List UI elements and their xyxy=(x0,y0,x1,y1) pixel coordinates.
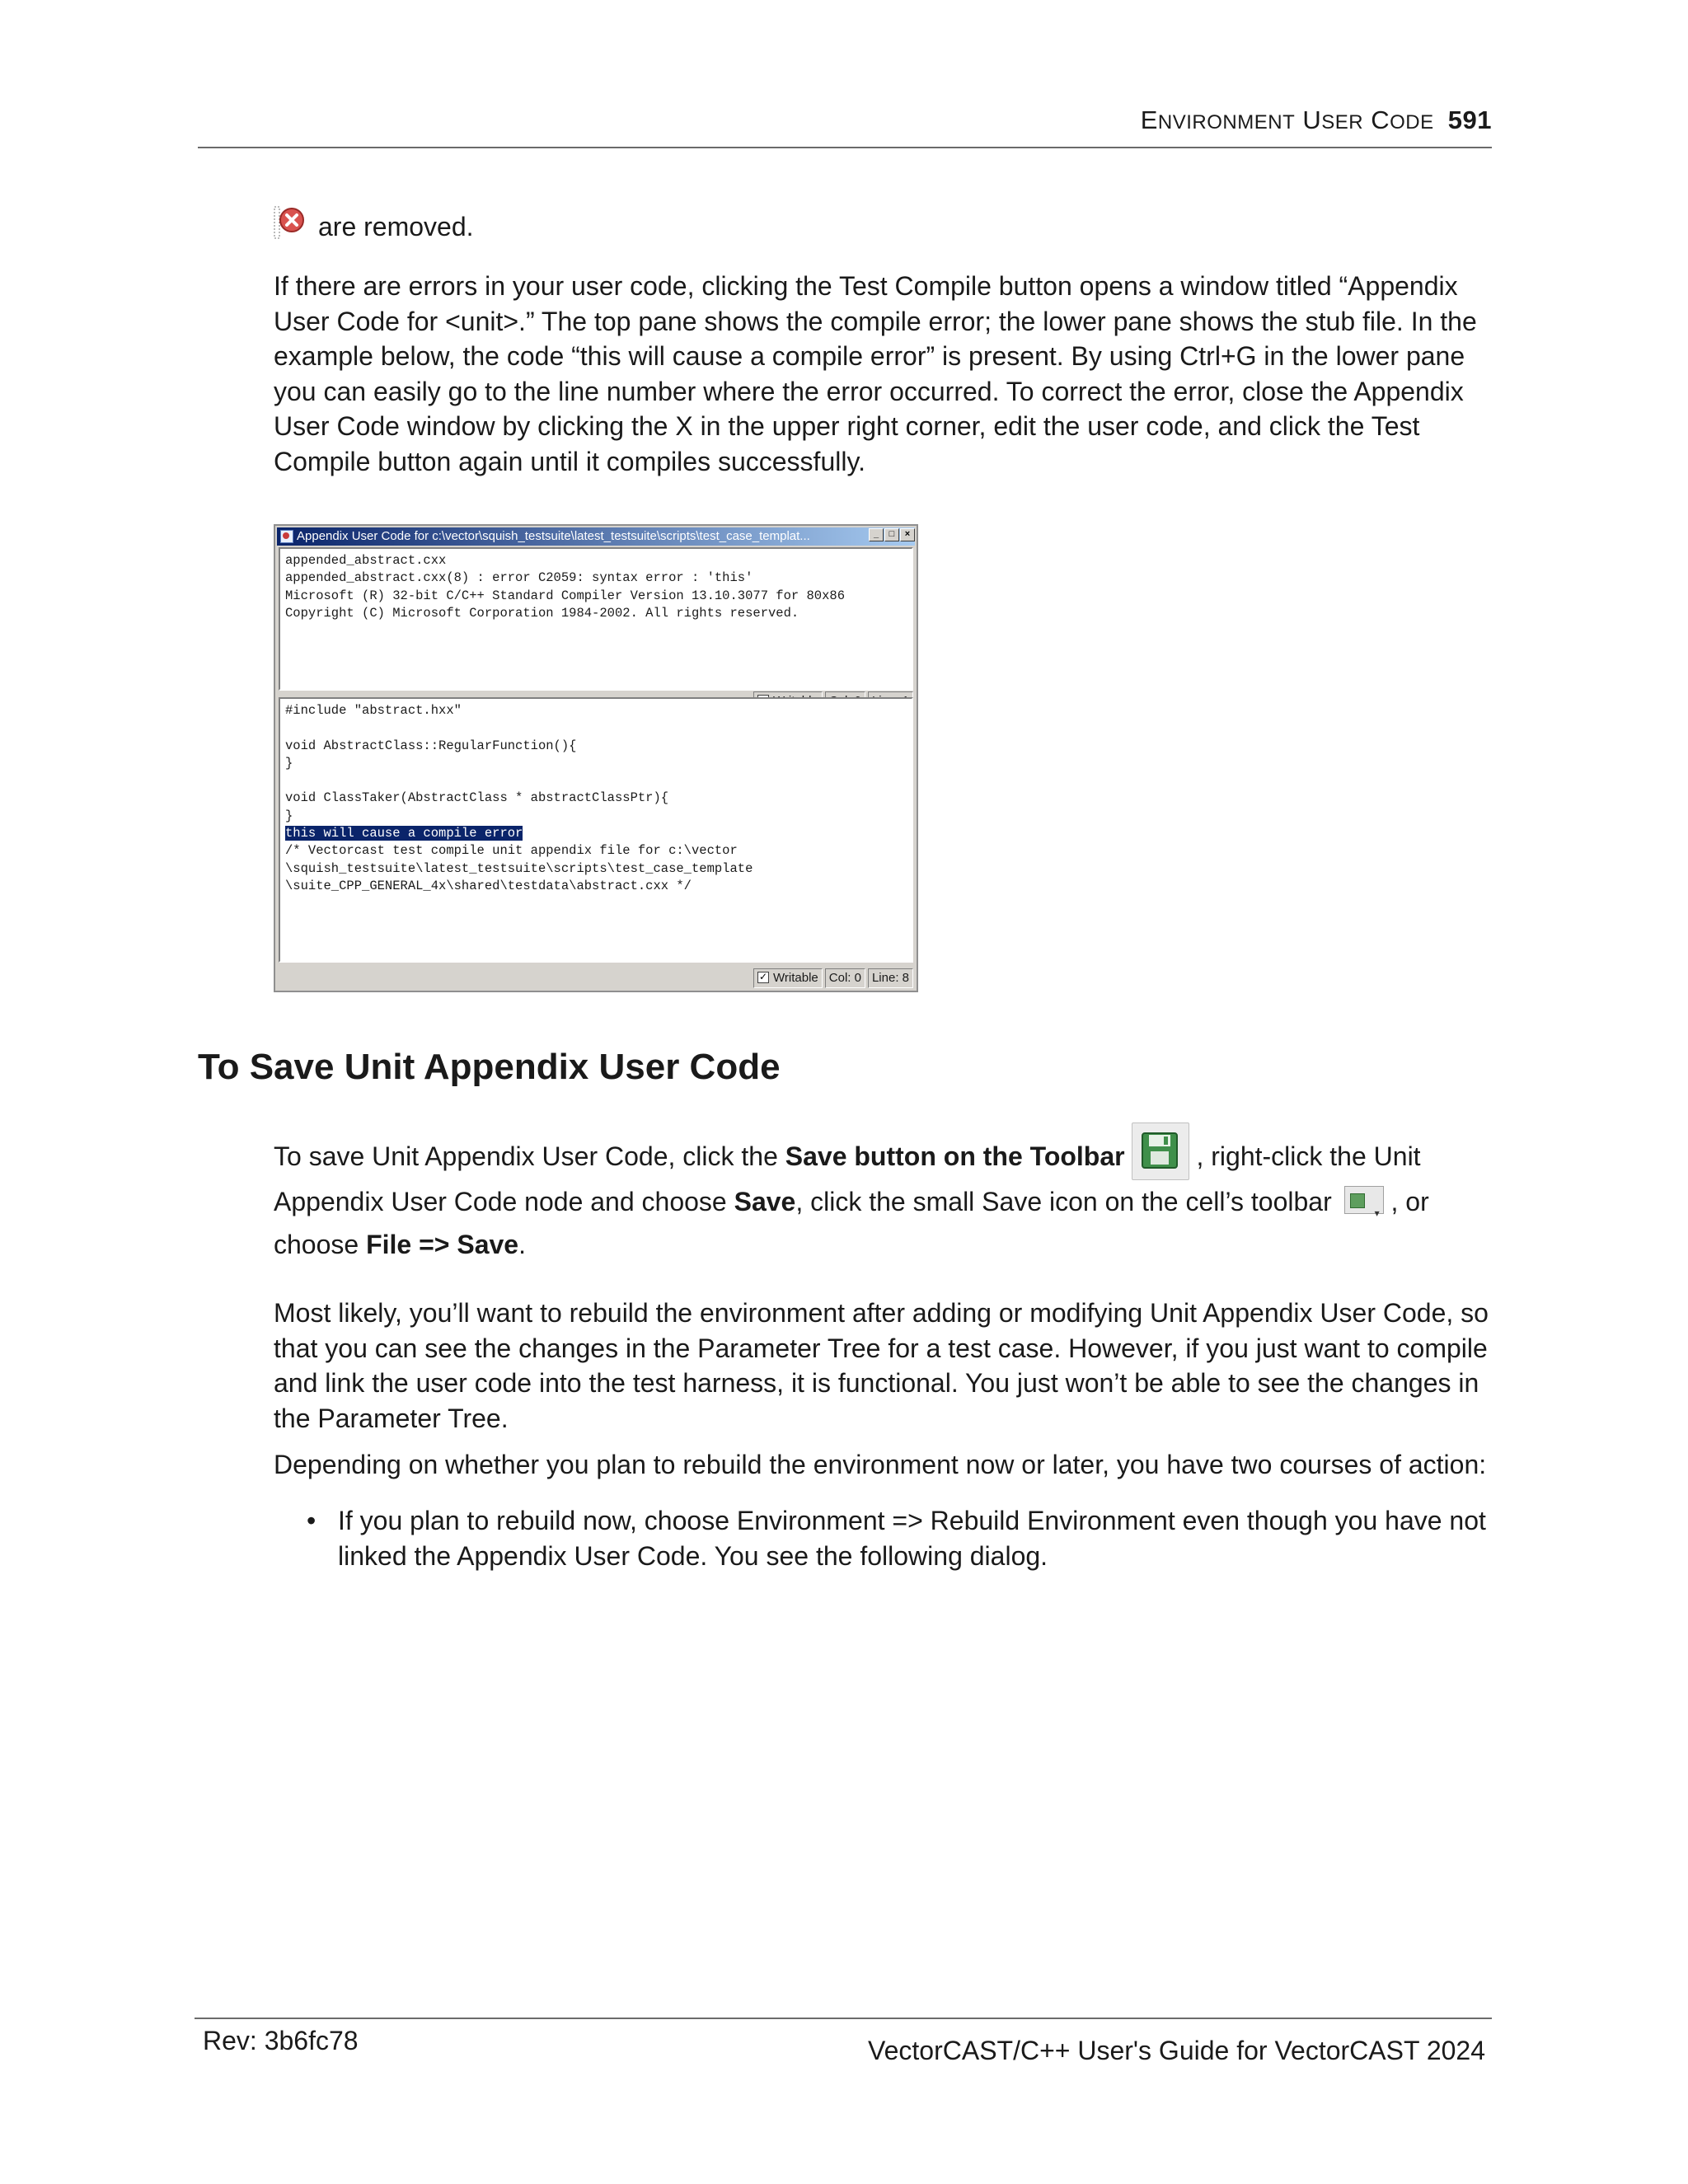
appendix-user-code-window xyxy=(274,524,918,992)
checkbox-checked-icon xyxy=(757,972,769,983)
section-heading: To Save Unit Appendix User Code xyxy=(198,1047,781,1087)
output-line: appended_abstract.cxx xyxy=(285,553,447,568)
window-app-icon xyxy=(280,530,293,543)
page-header xyxy=(198,105,1492,148)
minimize-button[interactable]: _ xyxy=(869,528,884,541)
window-title: Appendix User Code for c:\vector\squish_testsuite\latest_testsuite\scripts\test_case_templat... xyxy=(297,529,810,543)
highlighted-error-line: this will cause a compile error xyxy=(285,826,523,841)
stub-code-before: #include "abstract.hxx" void AbstractClass::RegularFunction(){ } void ClassTaker(AbstractClass * abstractClassPtr){ } xyxy=(285,703,669,823)
bullet-marker: • xyxy=(307,1506,316,1535)
save-toolbar-icon xyxy=(1132,1122,1189,1180)
revision-label: Rev: 3b6fc78 xyxy=(203,2026,359,2055)
close-button[interactable]: × xyxy=(900,528,915,541)
line-indicator: Line: 8 xyxy=(868,968,913,988)
window-controls xyxy=(869,528,915,541)
window-titlebar xyxy=(277,527,915,546)
compile-error-paragraph: If there are errors in your user code, clicking the Test Compile button opens a window titled “Appendix User Code for <unit>.” The top pane shows the compile error; the lower pane shows the stub file. In the example below, the code “this will cause a compile error” is present. By using Ctrl+G in the lower pane you can easily go to the line number where the error occurred. To correct the error, close the Appendix User Code window by clicking the X in the upper right corner, edit the user code, and click the Test Compile button again until it compiles successfully. xyxy=(274,271,1477,476)
delete-error-icon xyxy=(274,206,307,239)
header-title: ENVIRONMENT USER CODE 591 xyxy=(1140,105,1492,134)
output-line: Microsoft (R) 32-bit C/C++ Standard Compiler Version 13.10.3077 for 80x86 xyxy=(285,588,846,603)
guide-title: VectorCAST/C++ User's Guide for VectorCAST 2024 xyxy=(868,2036,1485,2065)
page-number: 591 xyxy=(1447,105,1492,134)
maximize-button[interactable]: □ xyxy=(884,528,899,541)
courses-paragraph: Depending on whether you plan to rebuild the environment now or later, you have two courses of action: xyxy=(274,1450,1487,1479)
stub-code-after: /* Vectorcast test compile unit appendix file for c:\vector \squish_testsuite\latest_testsuite\scripts\test_case_template \suite_CPP_GENERAL_4x\shared\testdata\abstract.cxx */ xyxy=(285,843,753,893)
compile-output-pane[interactable] xyxy=(279,547,913,691)
save-instructions-paragraph: To save Unit Appendix User Code, click the Save button on the Toolbar , right-click the Unit Appendix User Code node and choose Save, click the small Save icon on the cell’s toolbar ▾ , or choose File => Save. xyxy=(274,1122,1493,1266)
column-indicator: Col: 0 xyxy=(825,968,865,988)
removed-text: are removed. xyxy=(318,212,474,241)
stub-file-pane[interactable] xyxy=(279,697,913,963)
page-footer xyxy=(195,2018,1492,2065)
writable-checkbox[interactable]: ✓Writable xyxy=(753,968,823,988)
bottom-status-bar xyxy=(753,968,913,989)
output-line: appended_abstract.cxx(8) : error C2059: syntax error : 'this' xyxy=(285,570,753,586)
cell-save-icon: ▾ xyxy=(1344,1186,1384,1214)
rebuild-paragraph: Most likely, you’ll want to rebuild the environment after adding or modifying Unit Appendix User Code, so that you can see the changes in the Parameter Tree for a test case. However, if you just want to compile and link the user code into the test harness, it is functional. You just won’t be able to see the changes in the Parameter Tree. xyxy=(274,1298,1489,1433)
output-line: Copyright (C) Microsoft Corporation 1984-2002. All rights reserved. xyxy=(285,605,799,621)
bullet-item-rebuild-now: If you plan to rebuild now, choose Environment => Rebuild Environment even though you have not linked the Appendix User Code. You see the following dialog. xyxy=(338,1506,1486,1571)
